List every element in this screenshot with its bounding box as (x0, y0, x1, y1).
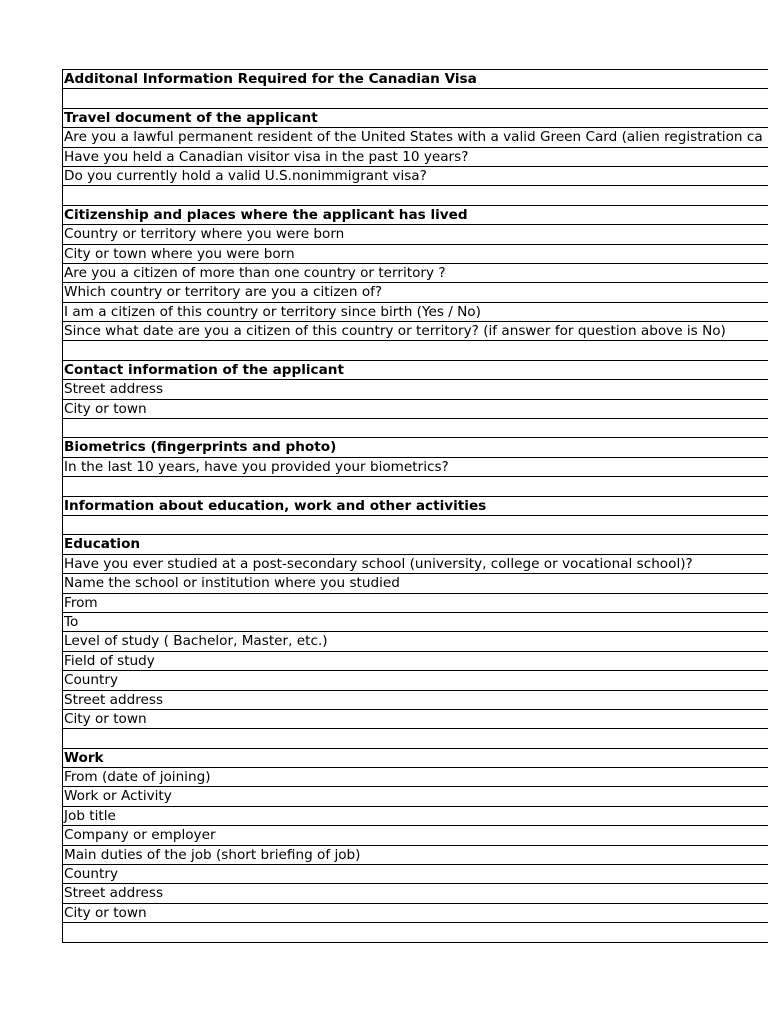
field-label-row: Country or territory where you were born (63, 225, 768, 244)
field-label-row: Have you ever studied at a post-secondary school (university, college or vocational school)? (63, 555, 768, 574)
field-label-row: Main duties of the job (short briefing of job) (63, 846, 768, 865)
field-label-row: From (date of joining) (63, 768, 768, 787)
field-label-row: Since what date are you a citizen of this country or territory? (if answer for question above is No) (63, 322, 768, 341)
section-heading: Work (63, 749, 768, 768)
field-label-row: Company or employer (63, 826, 768, 845)
section-heading: Travel document of the applicant (63, 109, 768, 128)
section-heading: Information about education, work and other activities (63, 497, 768, 516)
field-label-row: City or town where you were born (63, 245, 768, 264)
field-label-row: Have you held a Canadian visitor visa in the past 10 years? (63, 148, 768, 167)
field-label-row: Work or Activity (63, 787, 768, 806)
field-label-row: Job title (63, 807, 768, 826)
blank-row (63, 419, 768, 438)
field-label-row: Name the school or institution where you studied (63, 574, 768, 593)
blank-row (63, 516, 768, 535)
field-label-row: City or town (63, 904, 768, 923)
blank-row (63, 923, 768, 942)
field-label-row: From (63, 594, 768, 613)
section-heading: Education (63, 535, 768, 554)
section-heading: Contact information of the applicant (63, 361, 768, 380)
field-label-row: Street address (63, 380, 768, 399)
field-label-row: Country (63, 865, 768, 884)
field-label-row: Do you currently hold a valid U.S.nonimmigrant visa? (63, 167, 768, 186)
blank-row (63, 186, 768, 205)
visa-information-table (62, 69, 768, 943)
field-label-row: To (63, 613, 768, 632)
field-label-row: Street address (63, 691, 768, 710)
field-label-row: City or town (63, 710, 768, 729)
field-label-row: I am a citizen of this country or territory since birth (Yes / No) (63, 303, 768, 322)
section-heading: Citizenship and places where the applicant has lived (63, 206, 768, 225)
field-label-row: Level of study ( Bachelor, Master, etc.) (63, 632, 768, 651)
section-heading: Biometrics (fingerprints and photo) (63, 438, 768, 457)
field-label-row: Are you a citizen of more than one country or territory ? (63, 264, 768, 283)
field-label-row: Street address (63, 884, 768, 903)
blank-row (63, 341, 768, 360)
document-title: Additonal Information Required for the Canadian Visa (63, 70, 768, 89)
field-label-row: Are you a lawful permanent resident of the United States with a valid Green Card (alien registration ca (63, 128, 768, 147)
blank-row (63, 729, 768, 748)
field-label-row: Field of study (63, 652, 768, 671)
blank-row (63, 477, 768, 496)
field-label-row: City or town (63, 400, 768, 419)
field-label-row: In the last 10 years, have you provided your biometrics? (63, 458, 768, 477)
field-label-row: Which country or territory are you a citizen of? (63, 283, 768, 302)
field-label-row: Country (63, 671, 768, 690)
blank-row (63, 89, 768, 108)
